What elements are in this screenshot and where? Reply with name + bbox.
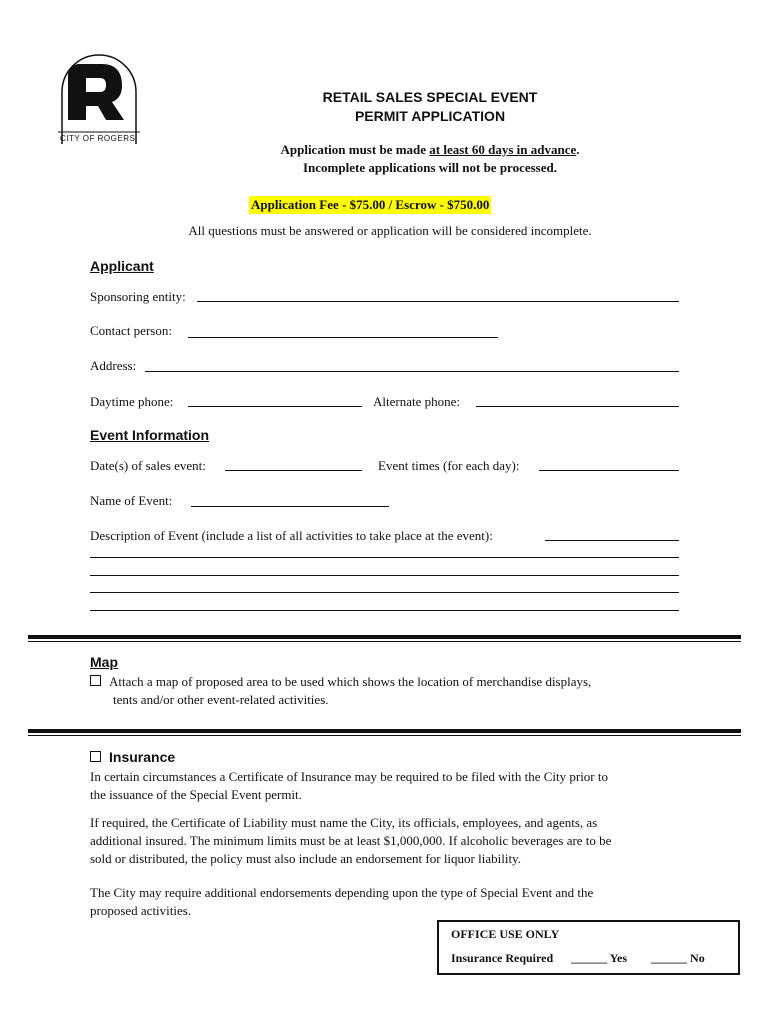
address-label: Address:: [90, 358, 137, 373]
sponsoring-entity-label: Sponsoring entity:: [90, 289, 186, 304]
map-checkbox[interactable]: [90, 675, 101, 686]
alternate-phone-label: Alternate phone:: [373, 394, 460, 409]
logo-caption: CITY OF ROGERS: [60, 134, 136, 143]
insurance-paragraph-1: [90, 768, 690, 804]
insurance-required-label: Insurance Required: [451, 951, 554, 965]
map-line-1-text: Attach a map of proposed area to be used which shows the location of merchandise displays,: [109, 674, 592, 689]
insurance-heading-row: [90, 749, 175, 765]
event-description-line-2[interactable]: [90, 557, 679, 558]
insurance-checkbox[interactable]: [90, 751, 101, 762]
contact-person-field[interactable]: [188, 337, 498, 338]
event-dates-field[interactable]: [225, 470, 362, 471]
notice-line-1: [180, 141, 680, 159]
event-description-label: Description of Event (include a list of all activities to take place at the event):: [90, 528, 493, 543]
insurance-no-label: No: [690, 951, 705, 965]
insurance-p2-line-3: sold or distributed, the policy must also include an endorsement for liquor liability.: [90, 851, 521, 866]
section-divider-thick-2: [28, 729, 741, 733]
applicant-heading: Applicant: [90, 258, 154, 274]
daytime-phone-label: Daytime phone:: [90, 394, 174, 409]
event-times-field[interactable]: [539, 470, 679, 471]
city-logo: [56, 52, 142, 148]
notice-underlined: at least 60 days in advance: [429, 142, 577, 157]
title-line-2: PERMIT APPLICATION: [354, 108, 506, 124]
notice-line-2: Incomplete applications will not be processed.: [303, 160, 557, 175]
event-name-label: Name of Event:: [90, 493, 173, 508]
office-use-title: OFFICE USE ONLY: [451, 927, 560, 941]
office-use-box: [437, 920, 740, 975]
event-description-line-5[interactable]: [90, 610, 679, 611]
section-divider-thick: [28, 635, 741, 639]
event-name-field[interactable]: [191, 506, 389, 507]
insurance-yes-blank[interactable]: ______: [571, 951, 608, 965]
map-instruction: [90, 673, 690, 709]
insurance-p3-line-1: The City may require additional endorsements depending upon the type of Special Event and the: [90, 885, 594, 900]
insurance-paragraph-2: [90, 814, 690, 868]
alternate-phone-field[interactable]: [476, 406, 679, 407]
advance-notice: [180, 141, 680, 177]
insurance-p3-line-2: proposed activities.: [90, 903, 192, 918]
map-line-1: [90, 673, 690, 691]
insurance-paragraph-3: [90, 884, 690, 920]
fee-banner: Application Fee - $75.00 / Escrow - $750.00: [251, 197, 490, 212]
event-description-line-3[interactable]: [90, 575, 679, 576]
daytime-phone-field[interactable]: [188, 406, 362, 407]
contact-person-label: Contact person:: [90, 323, 172, 338]
insurance-p2-line-1: If required, the Certificate of Liability must name the City, its officials, employees, and agents, as: [90, 815, 598, 830]
insurance-no-blank[interactable]: ______: [651, 951, 688, 965]
insurance-p2-line-2: additional insured. The minimum limits must be at least $1,000,000. If alcoholic beverages are to be: [90, 833, 612, 848]
event-information-heading: Event Information: [90, 427, 210, 443]
event-description-field[interactable]: [545, 540, 679, 541]
page-title: [250, 88, 610, 126]
event-dates-label: Date(s) of sales event:: [90, 458, 206, 473]
title-line-1: RETAIL SALES SPECIAL EVENT: [322, 89, 538, 105]
event-times-label: Event times (for each day):: [378, 458, 520, 473]
address-field[interactable]: [145, 371, 679, 372]
insurance-heading: Insurance: [109, 749, 176, 765]
insurance-required-row: [451, 951, 705, 966]
sponsoring-entity-field[interactable]: [197, 301, 679, 302]
insurance-p1-line-1: In certain circumstances a Certificate of Insurance may be required to be filed with the City prior to: [90, 769, 608, 784]
notice-post: .: [576, 142, 580, 157]
insurance-yes-label: Yes: [609, 951, 628, 965]
all-questions-note: All questions must be answered or application will be considered incomplete.: [188, 223, 592, 238]
section-divider-thin-2: [28, 735, 741, 736]
map-line-2: tents and/or other event-related activities.: [113, 692, 329, 707]
insurance-p1-line-2: the issuance of the Special Event permit.: [90, 787, 302, 802]
map-heading: Map: [90, 654, 118, 670]
section-divider-thin: [28, 641, 741, 642]
notice-pre: Application must be made: [280, 142, 430, 157]
event-description-line-4[interactable]: [90, 592, 679, 593]
